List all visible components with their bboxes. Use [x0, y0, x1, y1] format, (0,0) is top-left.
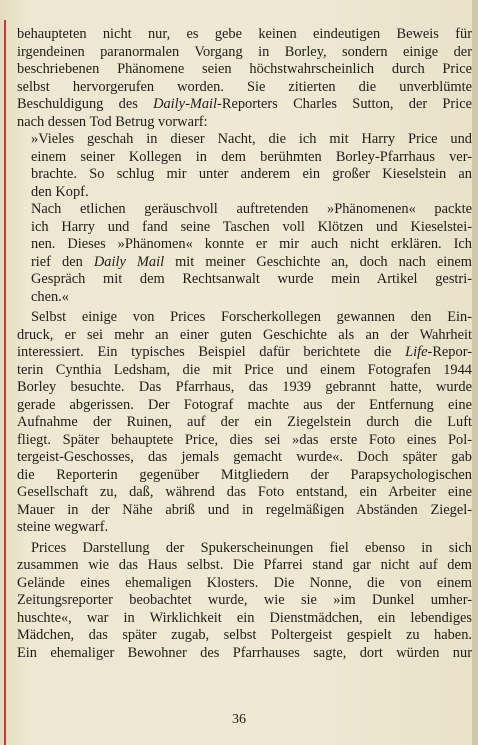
text-span: -Repor-	[427, 344, 472, 360]
text-line: Selbst einige von Prices Forscherkollegen gewannen den Ein-	[31, 309, 472, 325]
text-line: selbst hervorgerufen worden. Sie zitierten die unverblümte	[17, 78, 472, 95]
text-line: chen.«	[31, 288, 69, 305]
page-edge-shadow	[472, 0, 478, 745]
text-line: die Reporterin gegenüber Mitgliedern der Parapsychologischen	[17, 466, 472, 483]
text-line: brachte. So schlug mir unter anderem ein großer Kieselstein an	[31, 166, 472, 182]
text-line: Mädchen, das später zugab, selbst Poltergeist gespielt zu haben.	[17, 627, 472, 643]
paragraph-2	[17, 309, 472, 537]
text-line: Nach etlichen geräuschvoll auftretenden »Phänomenen« packte	[31, 201, 472, 217]
text-span: -Reporters Charles Sutton, der Price	[217, 96, 473, 112]
text-line: tergeist-Geschosses, das jemals gemacht wurde«. Doch später gab	[17, 449, 472, 465]
text-line	[17, 344, 472, 362]
text-line: ich Harry und fand seine Taschen voll Klötzen und Kieselstei-	[31, 218, 472, 235]
text-line: Gelände eines ehemaligen Klosters. Die Nonne, die von einem	[17, 574, 472, 591]
text-line: den Kopf.	[31, 183, 89, 200]
text-line: behaupteten nicht nur, es gebe keinen eindeutigen Beweis für	[17, 26, 472, 42]
text-span: mit meiner Geschichte an, doch nach einem	[164, 253, 472, 270]
text-line: Gesellschaft zu, daß, während das Foto entstand, ein Arbeiter eine	[17, 484, 472, 500]
text-line: nen. Dieses »Phänomen« konnte er mir auch nicht erklären. Ich	[31, 236, 472, 252]
text-line	[17, 96, 472, 114]
text-line: Zeitungsreporter beobachtet wurde, wie sie »im Dunkel umher-	[17, 592, 472, 608]
text-line: steine wegwarf.	[17, 519, 109, 535]
text-span: interessiert. Ein typisches Beispiel dafür berichtete die	[17, 344, 406, 360]
page-number: 36	[232, 712, 246, 727]
text-line: beschriebenen Phänomene seien höchstwahrscheinlich durch Price	[17, 61, 472, 77]
body-text	[17, 26, 472, 662]
text-span: rief den	[31, 253, 94, 270]
text-line: »Vieles geschah in dieser Nacht, die ich mit Harry Price und	[31, 131, 472, 147]
text-line: Ein ehemaliger Bewohner des Pfarrhauses sagte, dort würden nur	[17, 644, 472, 661]
quote-part-2	[17, 201, 472, 306]
text-line: Borley besuchte. Das Pfarrhaus, das 1939 gebrannt hatte, wurde	[17, 379, 472, 395]
text-line: Mauer in der Nähe abriß und in regelmäßigen Abständen Ziegel-	[17, 501, 472, 518]
text-span: Beschuldigung des	[17, 96, 154, 112]
text-line: irgendeinen paranormalen Vorgang in Borley, sondern einige der	[17, 43, 472, 60]
text-line: einem seiner Kollegen in dem berühmten Borley-Pfarrhaus ver-	[31, 148, 472, 165]
italic-term: Daily Mail	[93, 253, 165, 270]
quote-part-1	[17, 131, 472, 201]
text-line: druck, er sei mehr an einer guten Geschichte als an der Wahrheit	[17, 326, 472, 343]
italic-term: Life	[405, 344, 428, 360]
paragraph-1	[17, 26, 472, 131]
text-line: Gespräch mit dem Rechtsanwalt wurde mein Artikel gestri-	[31, 271, 472, 287]
text-line: Prices Darstellung der Spukerscheinungen fiel ebenso in sich	[31, 539, 472, 556]
text-line	[31, 254, 472, 272]
text-line: terin Cynthia Ledsham, die mit Price und einem Fotografen 1944	[17, 361, 472, 378]
text-line: zusammen wie das Haus selbst. Die Pfarrei stand gar nicht auf dem	[17, 557, 472, 573]
text-line: fliegt. Später behauptete Price, dies sei »das erste Foto eines Pol-	[17, 431, 472, 448]
text-line: gerade abgerissen. Der Fotograf machte aus der Entfernung eine	[17, 396, 472, 413]
red-margin-line	[4, 20, 6, 745]
text-line: huschte«, war in Wirklichkeit ein Dienstmädchen, ein lebendiges	[17, 609, 472, 626]
paragraph-3	[17, 540, 472, 663]
text-line: Aufnahme der Ruinen, auf der ein Ziegelstein durch die Luft	[17, 414, 472, 430]
text-line: nach dessen Tod Betrug vorwarf:	[17, 113, 208, 130]
italic-term: Daily-Mail	[153, 96, 218, 112]
